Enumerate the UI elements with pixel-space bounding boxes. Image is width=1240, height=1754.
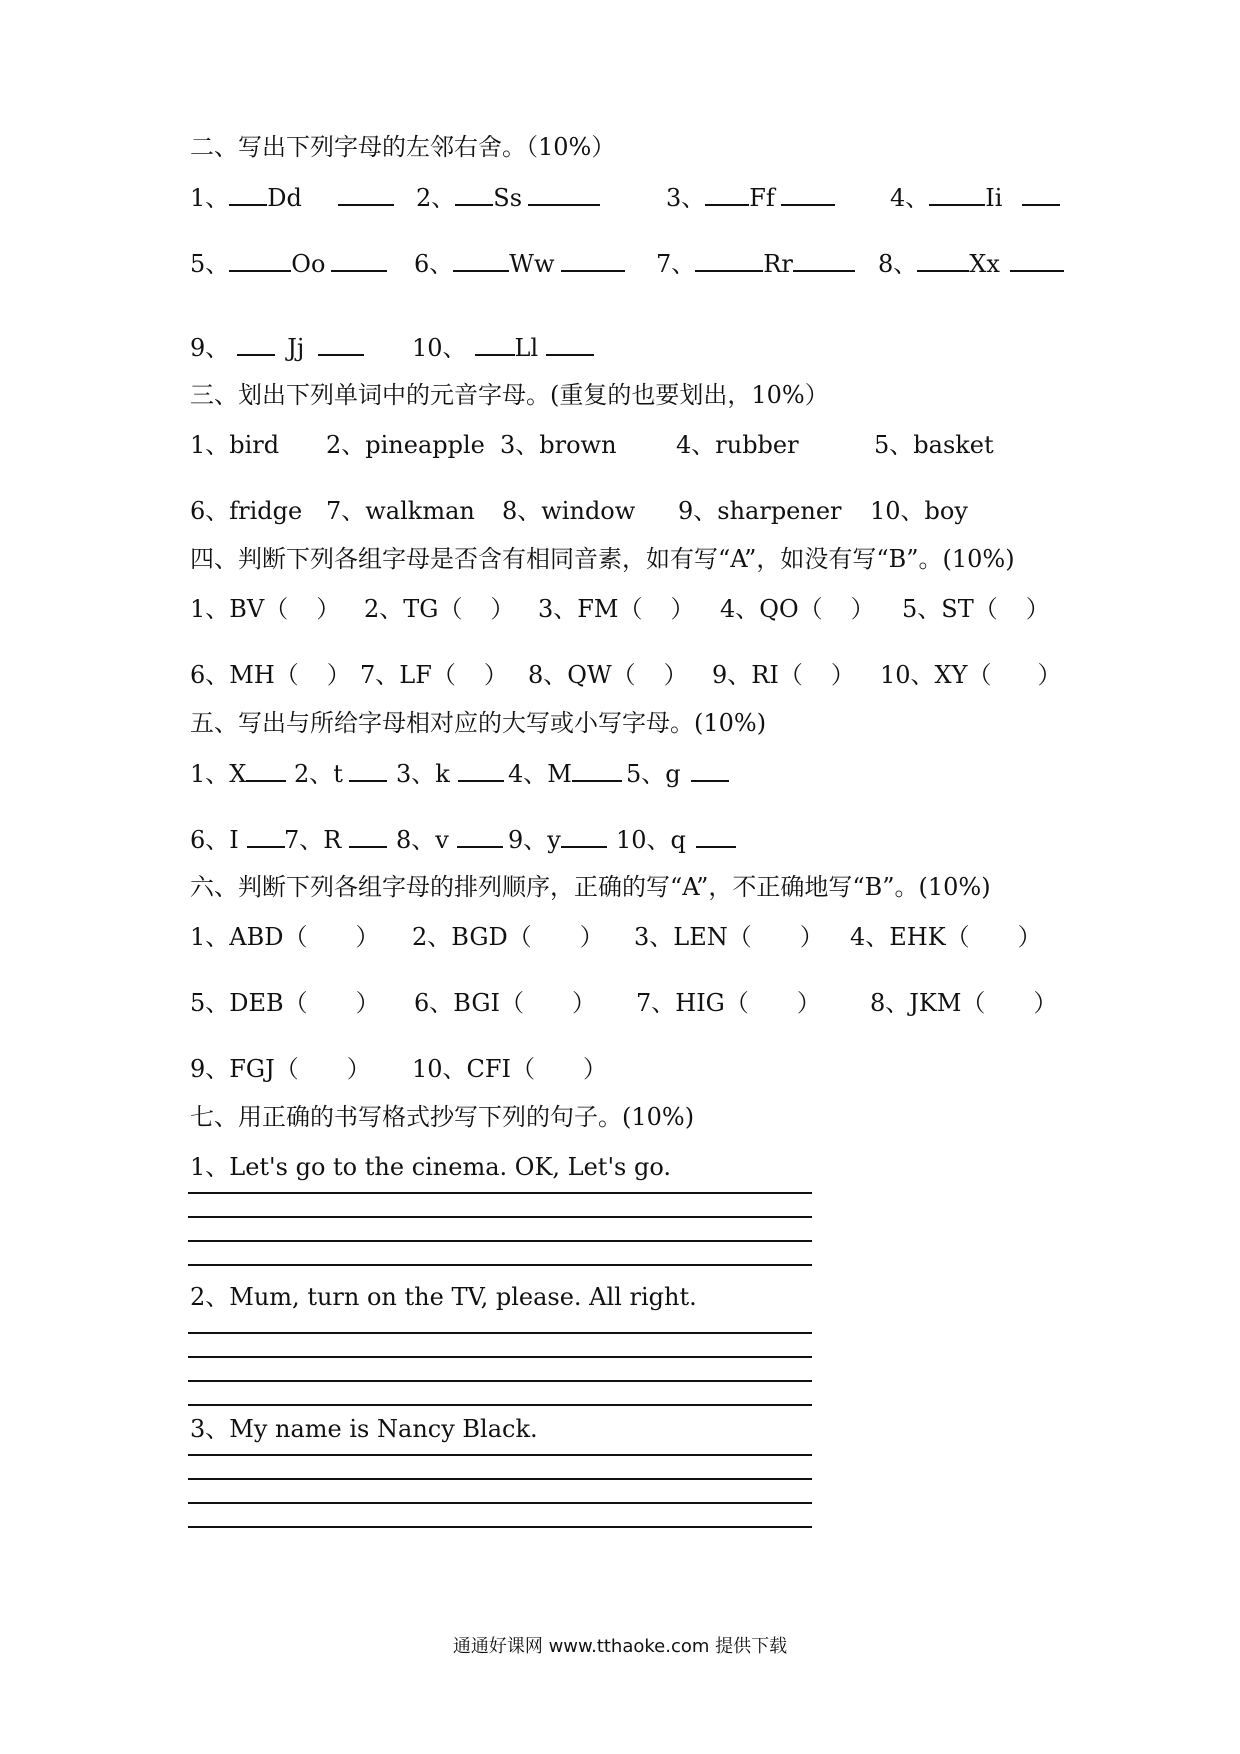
word-item: 6、fridge	[190, 497, 303, 525]
section-2-row-3: 9、 Jj 10、 Ll	[190, 332, 1090, 362]
section-5-row-1: 1、X 2、t 3、k 4、M 5、g	[190, 758, 1090, 788]
writing-line	[188, 1264, 812, 1266]
word-item: 7、walkman	[326, 497, 475, 525]
section-2-title: 二、写出下列字母的左邻右舍。（10%）	[190, 133, 616, 161]
word-item: 8、window	[502, 497, 636, 525]
word-item: 10、boy	[870, 497, 968, 525]
word-item: 2、pineapple	[326, 431, 485, 459]
word-item: 1、bird	[190, 431, 280, 459]
section-4-row-2: 6、MH（ ） 7、LF（ ） 8、QW（ ） 9、RI（ ） 10、XY（ ）	[190, 661, 1062, 689]
section-7-title: 七、用正确的书写格式抄写下列的句子。(10%)	[190, 1103, 695, 1131]
writing-line	[188, 1526, 812, 1528]
writing-line	[188, 1380, 812, 1382]
section-2-row-1: 1、 Dd 2、 Ss 3、 Ff 4、 Ii	[190, 182, 1090, 212]
writing-line	[188, 1478, 812, 1480]
writing-line	[188, 1216, 812, 1218]
word-item: 5、basket	[874, 431, 994, 459]
word-item: 9、sharpener	[678, 497, 842, 525]
sentence-1: 1、Let's go to the cinema. OK, Let's go.	[190, 1153, 672, 1181]
section-2-row-2: 5、 Oo 6、 Ww 7、 Rr 8、 Xx	[190, 248, 1090, 278]
section-5-title: 五、写出与所给字母相对应的大写或小写字母。(10%)	[190, 709, 767, 737]
section-3-row-2	[190, 496, 1090, 526]
section-6-row-3: 9、FGJ（ ） 10、CFI（ ）	[190, 1055, 608, 1083]
writing-line	[188, 1192, 812, 1194]
section-4-row-1: 1、BV（ ） 2、TG（ ） 3、FM（ ） 4、QO（ ） 5、ST（ ）	[190, 595, 1050, 623]
section-4-title: 四、判断下列各组字母是否含有相同音素，如有写“A”，如没有写“B”。(10%)	[190, 545, 1015, 573]
writing-line	[188, 1454, 812, 1456]
section-3-row-1	[190, 430, 1090, 460]
writing-line	[188, 1240, 812, 1242]
section-6-row-1: 1、ABD（ ） 2、BGD（ ） 3、LEN（ ） 4、EHK（ ）	[190, 923, 1042, 951]
writing-line	[188, 1332, 812, 1334]
sentence-3: 3、My name is Nancy Black.	[190, 1415, 538, 1443]
sentence-2: 2、Mum, turn on the TV, please. All right.	[190, 1283, 697, 1311]
section-3-title: 三、划出下列单词中的元音字母。(重复的也要划出，10%）	[190, 381, 829, 409]
writing-line	[188, 1356, 812, 1358]
writing-line	[188, 1502, 812, 1504]
section-6-row-2: 5、DEB（ ） 6、BGI（ ） 7、HIG（ ） 8、JKM（ ）	[190, 989, 1058, 1017]
footer-text: 通通好课网 www.tthaoke.com 提供下载	[452, 1636, 788, 1657]
writing-line	[188, 1404, 812, 1406]
section-5-row-2: 6、I 7、R 8、v 9、y 10、q	[190, 824, 1090, 854]
word-item: 4、rubber	[676, 431, 799, 459]
section-6-title: 六、判断下列各组字母的排列顺序，正确的写“A”，不正确地写“B”。(10%)	[190, 873, 991, 901]
word-item: 3、brown	[500, 431, 617, 459]
